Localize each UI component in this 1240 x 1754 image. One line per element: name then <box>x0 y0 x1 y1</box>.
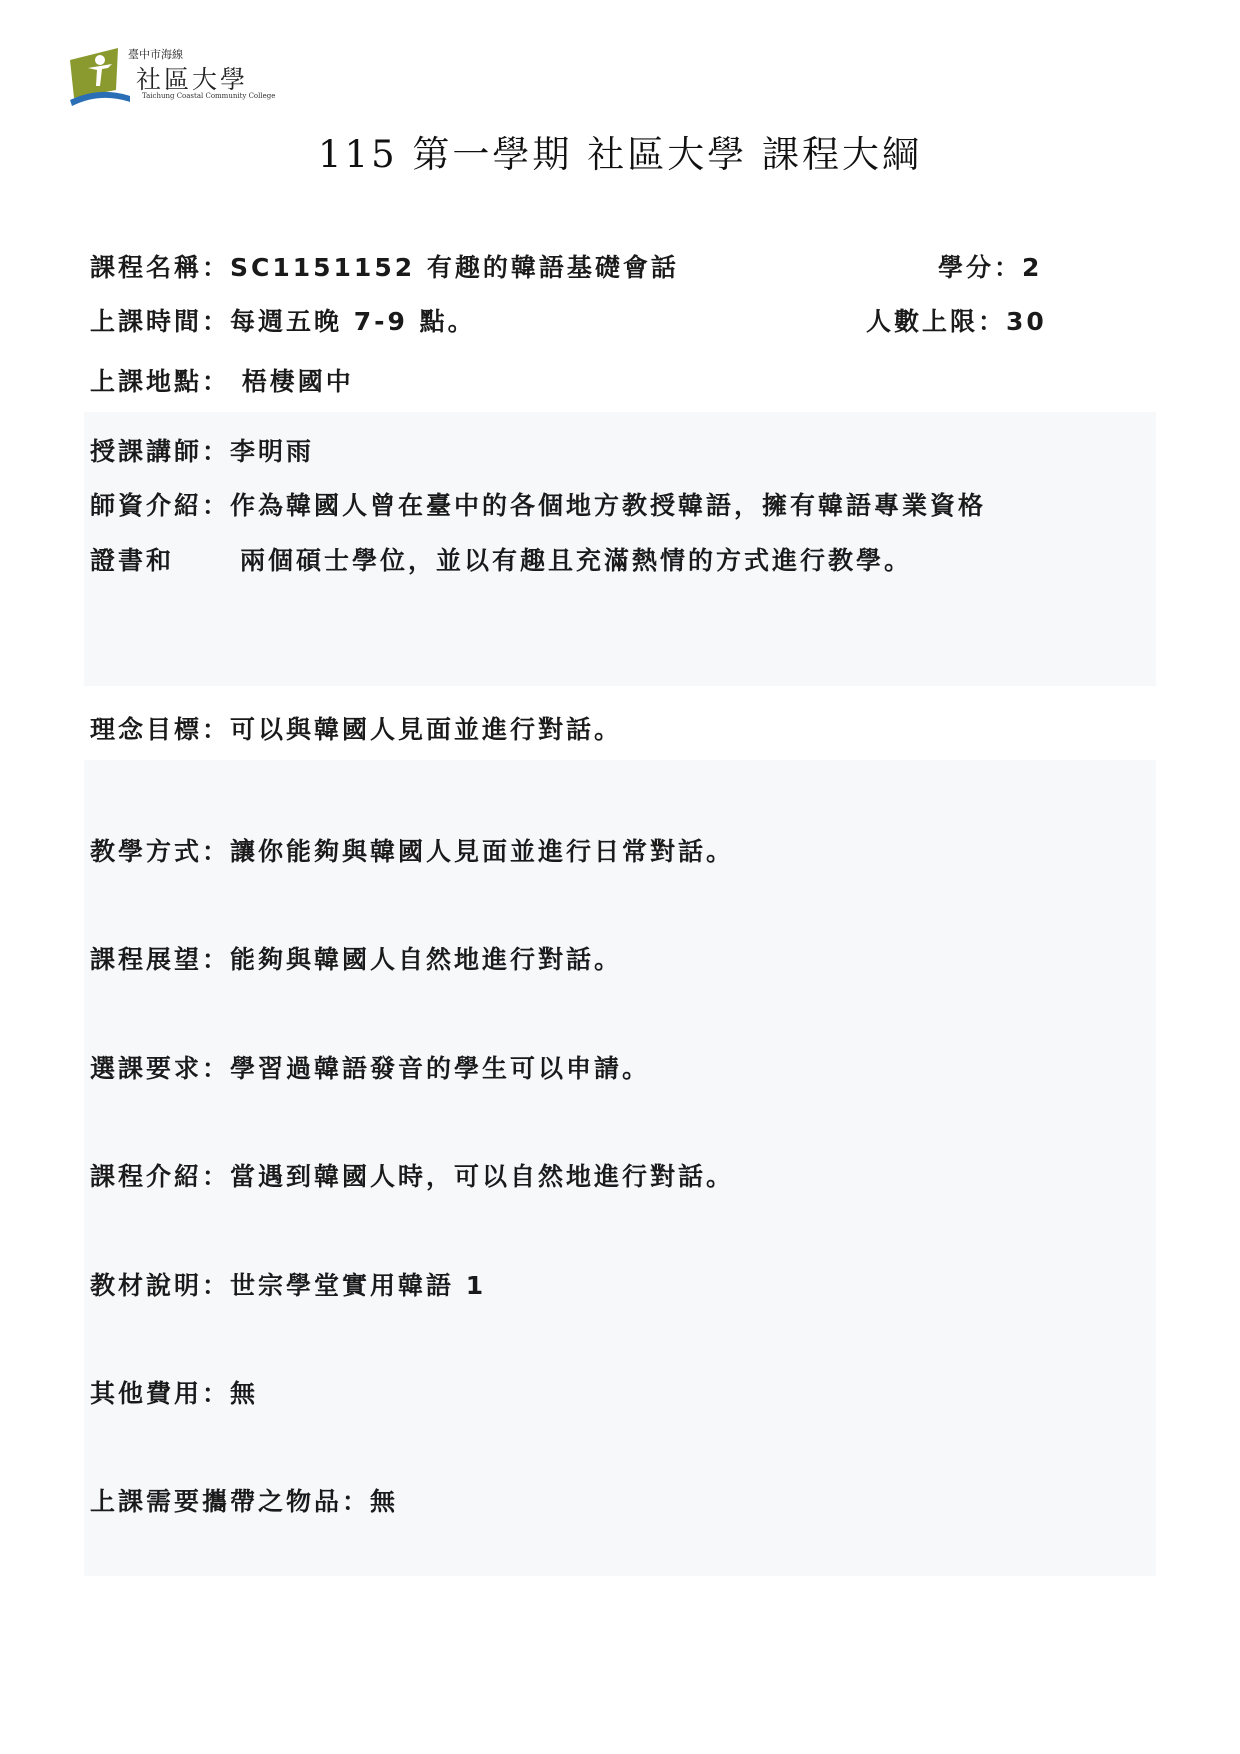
logo-english-text: Taichung Coastal Community College <box>142 92 276 100</box>
items-to-bring: 上課需要攜帶之物品：無 <box>90 1487 399 1516</box>
course-introduction: 課程介紹：當遇到韓國人時，可以自然地進行對話。 <box>90 1162 735 1191</box>
page-title: 115 第一學期 社區大學 課程大綱 <box>318 133 922 176</box>
college-logo <box>70 46 276 108</box>
course-time: 上課時間：每週五晚 7-9 點。 <box>90 307 476 336</box>
course-outlook: 課程展望：能夠與韓國人自然地進行對話。 <box>90 945 623 974</box>
logo-region-text: 臺中市海線 <box>128 48 183 61</box>
other-fees: 其他費用：無 <box>90 1379 259 1408</box>
enrollment-requirement: 選課要求：學習過韓語發音的學生可以申請。 <box>90 1054 651 1083</box>
logo-emblem-icon <box>70 46 130 108</box>
logo-name-text: 社區大學 <box>136 65 249 94</box>
course-goal: 理念目標：可以與韓國人見面並進行對話。 <box>90 715 623 744</box>
course-name: 課程名稱：SC1151152 有趣的韓語基礎會話 <box>90 253 679 282</box>
course-credits: 學分：2 <box>938 253 1043 282</box>
instructor-intro-label: 證書和 <box>90 546 175 575</box>
teaching-method: 教學方式：讓你能夠與韓國人見面並進行日常對話。 <box>90 837 735 866</box>
course-location: 上課地點： 梧棲國中 <box>90 367 354 396</box>
instructor-intro-line2: 兩個碩士學位，並以有趣且充滿熱情的方式進行教學。 <box>240 546 913 575</box>
course-materials: 教材說明：世宗學堂實用韓語 1 <box>90 1271 487 1300</box>
course-capacity: 人數上限：30 <box>866 307 1047 336</box>
instructor-name: 授課講師：李明雨 <box>90 437 315 466</box>
instructor-intro-line1: 師資介紹：作為韓國人曾在臺中的各個地方教授韓語，擁有韓語專業資格 <box>90 491 987 520</box>
